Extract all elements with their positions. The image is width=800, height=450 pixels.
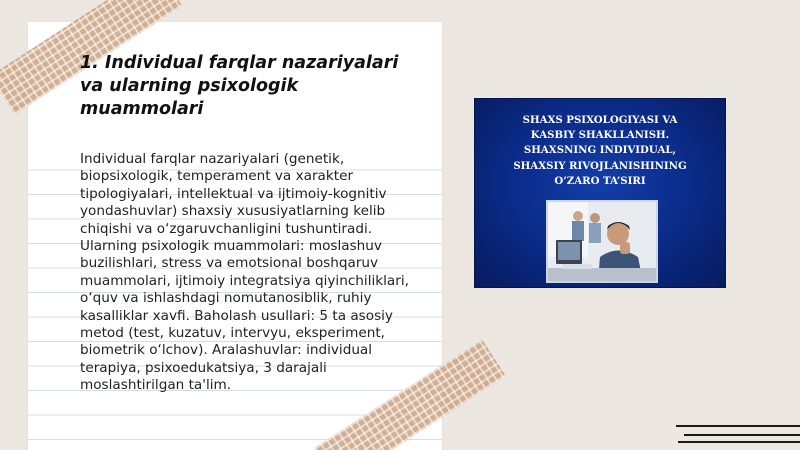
decorative-line — [678, 441, 800, 443]
decorative-line — [684, 434, 800, 436]
cover-title-line: KASBIY SHAKLLANISH. — [530, 129, 670, 142]
person-at-computer-photo — [546, 200, 658, 283]
slide-title: 1. Individual farqlar nazariyalari va ularning psixologik muammolari — [80, 53, 399, 119]
cover-title-line: SHAXSNING INDIVIDUAL, — [523, 144, 677, 157]
cover-title-line: SHAXSIY RIVOJLANISHINING — [513, 159, 687, 172]
cover-title-line: O’ZARO TA’SIRI — [554, 174, 646, 187]
cover-title — [475, 113, 725, 189]
cover-title-line: SHAXS PSIXOLOGIYASI VA — [522, 114, 678, 126]
decorative-line — [676, 425, 800, 427]
person-at-computer-icon — [548, 202, 656, 281]
cover-image — [474, 98, 726, 288]
slide-body-text: Individual farqlar nazariyalari (genetik, biopsixologik, temperament va xarakter tipologiyalari, intellektual va ijtimoiy-kognitiv yondashuvlar) shaxsiy xususiyatlarning kelib chiqishi va o‘zgaruvchanligini tushuntiradi. Ularning psixologik muammolari: moslashuv buzilishlari, stress va emotsional boshqaruv muammolari, ijtimoiy integratsiya qiyinchiliklari, o‘quv va ishlashdagi nomutanosiblik, ruhiy kasalliklar xavfi. Baholash usullari: 5 ta asosiy metod (test, kuzatuv, intervyu, eksperiment, biometrik o‘lchov). Aralashuvlar: individual terapiya, psixoedukatsiya, 3 darajali moslashtirilgan ta'lim. — [80, 151, 409, 394]
